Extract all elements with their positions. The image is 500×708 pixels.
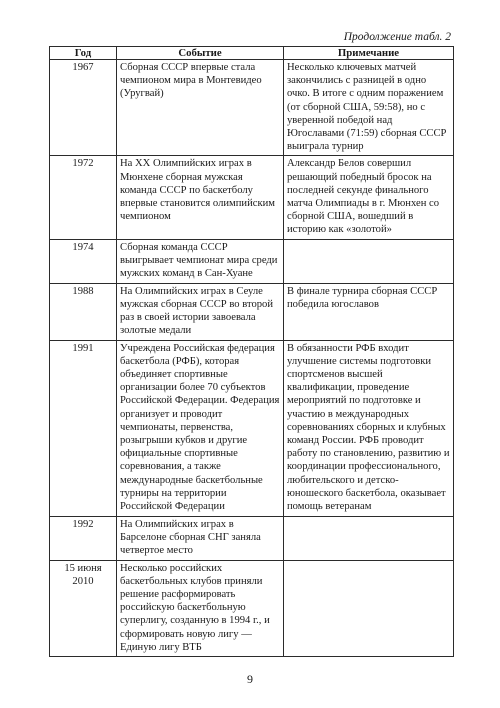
row-event: Несколько российских баскетбольных клубов приняли решение расформировать российскую баскетбольную суперлигу, созданную в 1994 г., и сформировать новую лигу — Единую лигу ВТБ (117, 560, 284, 656)
table-row (50, 156, 454, 239)
table-row (50, 340, 454, 516)
row-event: Учреждена Российская федерация баскетбола (РФБ), которая объединяет спортивные организации более 70 субъектов Российской Федерации. Федерация организует и проводит чемпионаты, первенства, розыгрыши кубков и другие официальные спортивные соревнования, а также международные баскетбольные турниры на территории Российской Федерации (117, 340, 284, 516)
row-note (284, 239, 454, 283)
table-row (50, 239, 454, 283)
row-note (284, 560, 454, 656)
header-note: Примечание (284, 47, 454, 60)
row-event: На Олимпийских играх в Сеуле мужская сборная СССР во второй раз в своей истории завоевала золотые медали (117, 283, 284, 340)
row-year: 15 июня 2010 (50, 560, 117, 656)
row-year: 1991 (50, 340, 117, 516)
table-row (50, 516, 454, 560)
row-event: На XX Олимпийских играх в Мюнхене сборная мужская команда СССР по баскетболу впервые становится олимпийским чемпионом (117, 156, 284, 239)
row-year: 1974 (50, 239, 117, 283)
row-year: 1972 (50, 156, 117, 239)
row-event: Сборная СССР впервые стала чемпионом мира в Монтевидео (Уругвай) (117, 60, 284, 156)
row-note: Александр Белов совершил решающий победный бросок на последней секунде финального матча Олимпиады в г. Мюнхен со сборной США, вошедший в историю как «золотой» (284, 156, 454, 239)
row-note: В финале турнира сборная СССР победила югославов (284, 283, 454, 340)
table-header-row (50, 47, 454, 60)
table-row (50, 283, 454, 340)
table-row (50, 60, 454, 156)
header-year: Год (50, 47, 117, 60)
header-event: Событие (117, 47, 284, 60)
row-note: Несколько ключевых матчей закончились с разницей в одно очко. В итоге с одним поражением (от сборной США, 59:58), но с уверенной победой над Югославами (71:59) сборная СССР выиграла турнир (284, 60, 454, 156)
table-row (50, 560, 454, 656)
history-table (49, 46, 454, 657)
row-year: 1967 (50, 60, 117, 156)
row-year: 1988 (50, 283, 117, 340)
row-note: В обязанности РФБ входит улучшение системы подготовки спортсменов высшей квалификации, проведение мероприятий по подготовке и участию в международных соревнованиях сборных и клубных команд России. РФБ проводит работу по становлению, развитию и координации профессионального, любительского и детско-юношеского баскетбола, оказывает помощь ветеранам (284, 340, 454, 516)
table-continuation-label: Продолжение табл. 2 (343, 31, 451, 43)
row-event: На Олимпийских играх в Барселоне сборная СНГ заняла четвертое место (117, 516, 284, 560)
page-number: 9 (247, 672, 253, 686)
row-note (284, 516, 454, 560)
row-event: Сборная команда СССР выигрывает чемпионат мира среди мужских команд в Сан-Хуане (117, 239, 284, 283)
row-year: 1992 (50, 516, 117, 560)
